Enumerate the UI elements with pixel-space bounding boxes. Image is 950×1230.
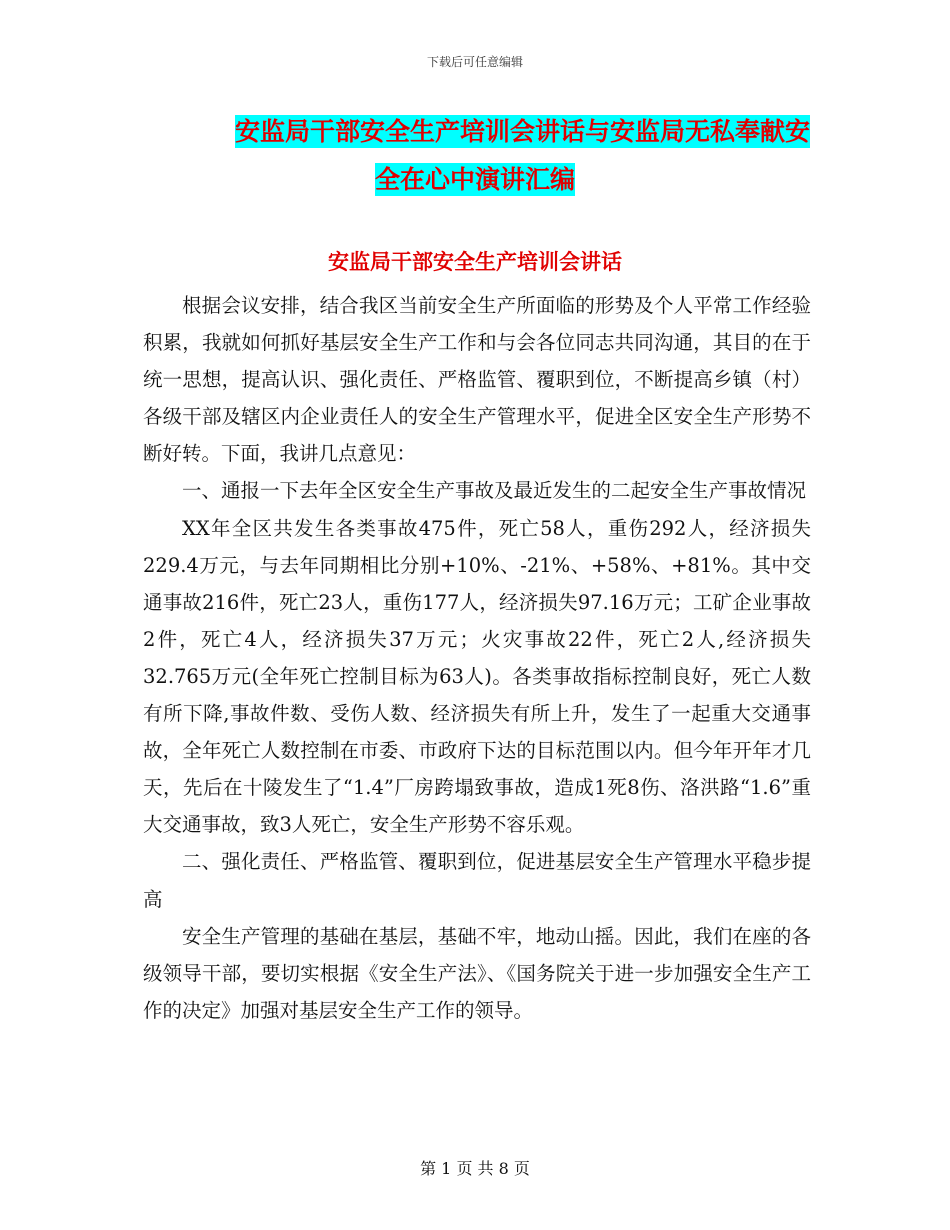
page-footer: 第 1 页 共 8 页: [420, 1159, 530, 1178]
section-title: 安监局干部安全生产培训会讲话: [328, 249, 622, 274]
paragraph: XX年全区共发生各类事故475件，死亡58人，重伤292人，经济损失229.4万元，与去年同期相比分别+10%、-21%、+58%、+81%。其中交通事故216件，死亡23人，重伤177人，经济损失97.16万元；工矿企业事故2件，死亡4人，经济损失37万元；火灾事故22件，死亡2人,经济损失32.765万元(全年死亡控制目标为63人)。各类事故指标控制良好，死亡人数有所下降,事故件数、受伤人数、经济损失有所上升，发生了一起重大交通事故，全年死亡人数控制在市委、市政府下达的目标范围以内。但今年开年才几天，先后在十陵发生了“1.4”厂房跨塌致事故，造成1死8伤、洛洪路“1.6”重大交通事故，致3人死亡，安全生产形势不容乐观。: [143, 516, 811, 837]
paragraph: 一、通报一下去年全区安全生产事故及最近发生的二起安全生产事故情况: [182, 479, 807, 503]
title-line-2: 全在心中演讲汇编: [374, 165, 575, 194]
paragraph: 根据会议安排，结合我区当前安全生产所面临的形势及个人平常工作经验积累，我就如何抓好基层安全生产工作和与会各位同志共同沟通，其目的在于统一思想，提高认识、强化责任、严格监管、覆职到位，不断提高乡镇（村）各级干部及辖区内企业责任人的安全生产管理水平，促进全区安全生产形势不断好转。下面，我讲几点意见：: [143, 294, 811, 466]
title-line-1: 安监局干部安全生产培训会讲话与安监局无私奉献安: [234, 117, 810, 146]
header-note: 下载后可任意编辑: [426, 55, 523, 69]
body-text: [143, 287, 811, 1029]
paragraph: 二、强化责任、严格监管、覆职到位，促进基层安全生产管理水平稳步提高: [143, 850, 811, 911]
document-title: [140, 108, 810, 204]
paragraph: 安全生产管理的基础在基层，基础不牢，地动山摇。因此，我们在座的各级领导干部，要切实根据《安全生产法》、《国务院关于进一步加强安全生产工作的决定》加强对基层安全生产工作的领导。: [143, 924, 811, 1022]
